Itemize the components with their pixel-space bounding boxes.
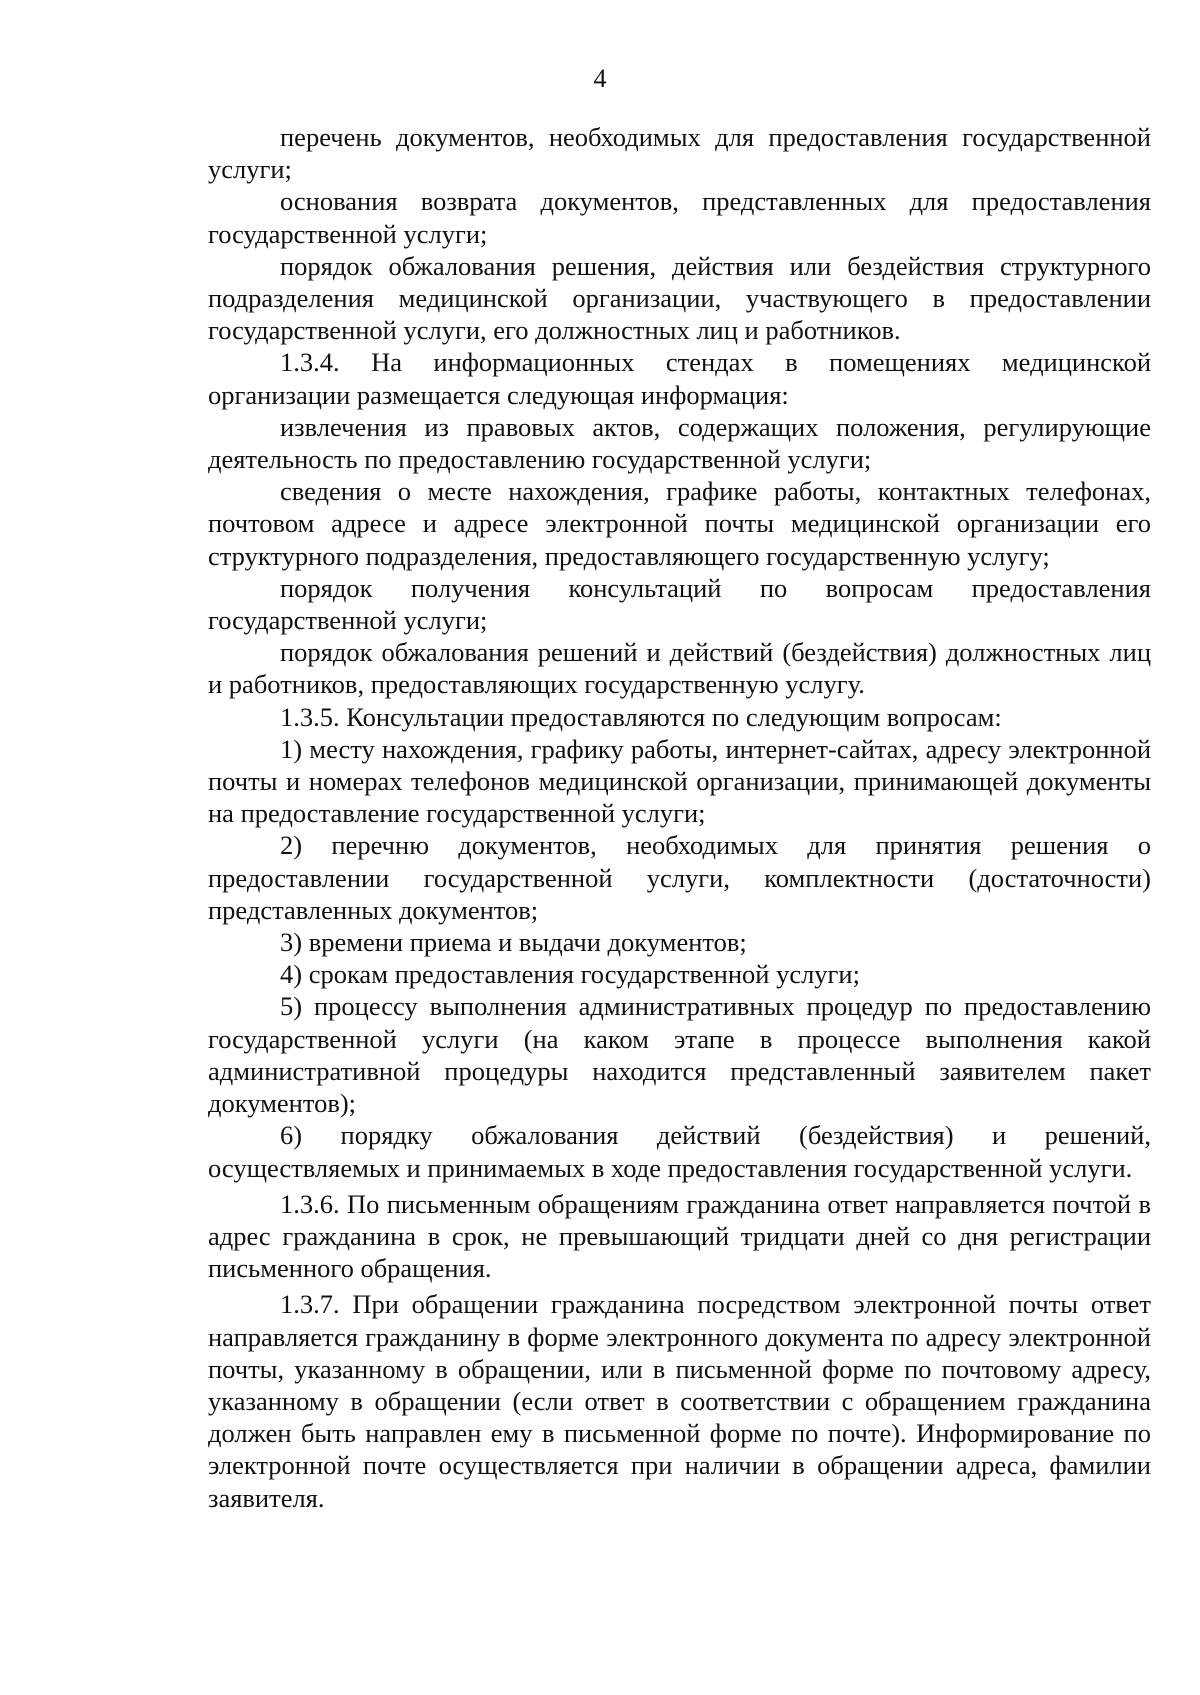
- paragraph-consultation-order: порядок получения консультаций по вопросам предоставления государственной услуги;: [208, 572, 1151, 636]
- paragraph-legal-extracts: извлечения из правовых актов, содержащих положения, регулирующие деятельность по предоставлению государственной услуги;: [208, 411, 1151, 475]
- list-item-4: 4) срокам предоставления государственной услуги;: [280, 959, 860, 990]
- list-item-3: 3) времени приема и выдачи документов;: [280, 927, 747, 958]
- paragraph-appeal-procedure: порядок обжалования решения, действия или бездействия структурного подразделения медицинской организации, участвующего в предоставлении государственной услуги, его должностных лиц и работников.: [208, 250, 1151, 346]
- paragraph-documents-list: перечень документов, необходимых для предоставления государственной услуги;: [208, 122, 1151, 185]
- list-item-6: 6) порядку обжалования действий (бездействия) и решений, осуществляемых и принимаемых в ходе предоставления государственной услуги.: [208, 1120, 1151, 1183]
- paragraph-1-3-6: 1.3.6. По письменным обращениям гражданина ответ направляется почтой в адрес гражданина в срок, не превышающий тридцати дней со дня регистрации письменного обращения.: [208, 1188, 1151, 1284]
- paragraph-return-grounds: основания возврата документов, представленных для предоставления государственной услуги;: [208, 186, 1151, 249]
- list-item-5: 5) процессу выполнения административных процедур по предоставлению государственной услуги (на каком этапе в процессе выполнения какой административной процедуры находится представленный заявителем пакет документов);: [208, 991, 1151, 1119]
- paragraph-appeal-decisions: порядок обжалования решений и действий (бездействия) должностных лиц и работников, предоставляющих государственную услугу.: [208, 637, 1151, 700]
- page-number: 4: [593, 64, 607, 93]
- paragraph-location-info: сведения о месте нахождения, графике работы, контактных телефонах, почтовом адресе и адресе электронной почты медицинской организации его структурного подразделения, предоставляющего государственную услугу;: [208, 476, 1151, 571]
- list-item-2: 2) перечню документов, необходимых для принятия решения о предоставлении государственной услуги, комплектности (достаточности) представленных документов;: [208, 830, 1151, 925]
- document-body: [208, 121, 1151, 1514]
- paragraph-1-3-4: 1.3.4. На информационных стендах в помещениях медицинской организации размещается следующая информация:: [208, 347, 1151, 410]
- paragraph-1-3-7: 1.3.7. При обращении гражданина посредством электронной почты ответ направляется гражданину в форме электронного документа по адресу электронной почты, указанному в обращении, или в письменной форме по почтовому адресу, указанному в обращении (если ответ в соответствии с обращением гражданина должен быть направлен ему в письменной форме по почте). Информирование по электронной почте осуществляется при наличии в обращении адреса, фамилии заявителя.: [208, 1289, 1151, 1513]
- paragraph-1-3-5: 1.3.5. Консультации предоставляются по следующим вопросам:: [280, 701, 1002, 732]
- list-item-1: 1) месту нахождения, графику работы, интернет-сайтах, адресу электронной почты и номерах телефонов медицинской организации, принимающей документы на предоставление государственной услуги;: [208, 733, 1151, 829]
